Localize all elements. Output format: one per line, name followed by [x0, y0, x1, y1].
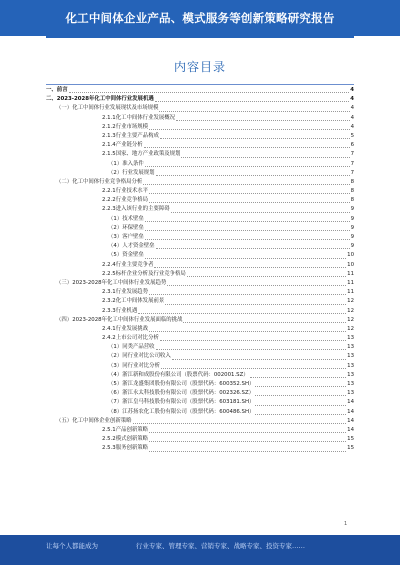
toc-entry[interactable]: [46, 352, 354, 361]
toc-leader-dots: [149, 451, 346, 452]
toc-entry-text: 化工中间体行业发展概况: [115, 114, 176, 121]
toc-leader-dots: [149, 294, 346, 295]
toc-leader-dots: [145, 258, 346, 259]
toc-entry[interactable]: [46, 205, 354, 214]
toc-entry-text: 行业主要竞争者: [115, 261, 154, 268]
toc-entry-page: 11: [347, 270, 354, 277]
toc-entry[interactable]: [46, 242, 354, 251]
toc-entry[interactable]: [46, 297, 354, 306]
toc-entry[interactable]: [46, 389, 354, 398]
toc-entry-page: 14: [347, 426, 354, 433]
toc-entry-number: （5）: [108, 252, 123, 259]
toc-entry-text: 行业竞争格局: [115, 197, 149, 204]
toc-entry-text: 进入该行业的主要障碍: [115, 206, 170, 213]
toc-entry-page: 14: [347, 399, 354, 406]
toc-leader-dots: [145, 221, 350, 222]
toc-entry-page: 12: [347, 325, 354, 332]
toc-leader-dots: [181, 157, 350, 158]
toc-entry-number: 一、: [46, 87, 57, 93]
toc-entry-text: 2023-2028年化工中间体行业发展趋势: [72, 279, 167, 286]
toc-entry-number: （五）: [56, 417, 73, 424]
toc-entry-text: 化工中间体行业竞争格局分析: [72, 178, 143, 185]
toc-entry-text: 产业链分析: [115, 142, 143, 149]
toc-entry[interactable]: [46, 261, 354, 270]
toc-entry[interactable]: [46, 316, 354, 325]
toc-leader-dots: [255, 414, 346, 415]
toc-entry-page: 4: [350, 123, 354, 130]
toc-entry-page: 8: [350, 188, 354, 195]
toc-entry-number: 2.1.5: [102, 151, 116, 158]
toc-entry-text: 前言: [56, 87, 68, 93]
toc-entry-page: 7: [350, 151, 354, 158]
toc-entry-page: 9: [350, 206, 354, 213]
toc-leader-dots: [145, 239, 350, 240]
toc-entry-number: 2.5.3: [102, 445, 116, 452]
toc-entry-text: 行业发展趋势: [115, 289, 149, 296]
toc-entry-text: 行业发展挑战: [115, 325, 149, 332]
header-rule: [46, 36, 354, 38]
toc-entry-text: 同类产品营收: [122, 344, 155, 351]
toc-entry-page: 12: [347, 298, 354, 305]
toc-entry-text: 同行业对比公司收入: [122, 353, 171, 360]
toc-entry[interactable]: [46, 417, 354, 426]
toc-entry-page: 9: [350, 243, 354, 250]
toc-entry-text: 服务创新策略: [115, 445, 149, 452]
toc-leader-dots: [167, 285, 346, 286]
toc-entry[interactable]: [46, 380, 354, 389]
toc-entry-number: 2.4.1: [102, 325, 116, 332]
toc-entry-page: 7: [350, 160, 354, 167]
toc-entry-text: 浙江永太科技股份有限公司（股票代码：002326.SZ）: [122, 390, 255, 397]
toc-entry[interactable]: [46, 196, 354, 205]
toc-entry-page: 13: [347, 390, 354, 397]
toc-entry-number: （一）: [56, 105, 73, 112]
toc-entry-page: 11: [347, 289, 354, 296]
toc-leader-dots: [149, 129, 350, 130]
toc-leader-dots: [155, 101, 349, 102]
toc-entry[interactable]: [46, 104, 354, 113]
toc-leader-dots: [144, 147, 350, 148]
toc-entry-number: 2.1.3: [102, 132, 116, 139]
toc-entry-text: 客户壁垒: [122, 234, 144, 240]
toc-entry-page: 5: [350, 132, 354, 139]
toc-leader-dots: [149, 202, 350, 203]
footer-slogan-right: 行业专家、管理专家、营销专家、战略专家、投资专家……: [136, 542, 305, 550]
toc-entry-text: 2023-2028年化工中间体行业发展面临的挑战: [72, 316, 183, 323]
toc-entry-page: 11: [347, 279, 354, 286]
toc-entry-page: 13: [347, 381, 354, 387]
toc-leader-dots: [165, 304, 346, 305]
toc-entry-page: 13: [347, 371, 354, 378]
toc-entry[interactable]: [46, 444, 354, 453]
toc-entry[interactable]: [46, 343, 354, 352]
toc-entry[interactable]: [46, 325, 354, 334]
toc-leader-dots: [69, 92, 349, 93]
toc-entry-text: 浙江龙盛集团股份有限公司（股票代码：600352.SH）: [122, 381, 255, 387]
toc-entry-number: （2）: [108, 224, 123, 231]
toc-entry-text: 行业机遇: [115, 307, 138, 314]
toc-leader-dots: [133, 423, 346, 424]
toc-entry[interactable]: [46, 150, 354, 159]
toc-entry[interactable]: [46, 251, 354, 260]
toc-leader-dots: [145, 230, 350, 231]
toc-leader-dots: [159, 111, 350, 112]
toc-entry[interactable]: [46, 279, 354, 288]
toc-entry-page: 10: [347, 252, 354, 259]
toc-entry-number: （4）: [108, 371, 123, 378]
toc-entry-text: 行业技术水平: [115, 188, 149, 195]
toc-entry-page: 14: [347, 408, 354, 415]
toc-entry-text: 技术壁垒: [122, 215, 144, 222]
toc-entry-page: 4: [350, 114, 354, 121]
toc-leader-dots: [255, 405, 346, 406]
toc-entry-text: 准入条件: [122, 160, 144, 167]
toc-entry-number: （3）: [108, 362, 123, 369]
toc-leader-dots: [138, 313, 346, 314]
toc-entry-number: 2.2.3: [102, 206, 116, 213]
toc-entry-number: 2.3.1: [102, 289, 116, 296]
toc-entry-text: 国家、地方产业政策及规划: [115, 151, 181, 158]
toc-entry[interactable]: [46, 435, 354, 444]
toc-entry-text: 2023-2028年化工中间体行业发展机遇: [56, 96, 154, 103]
toc-entry-page: 9: [350, 224, 354, 231]
toc-entry-text: 标杆企业分析及行业竞争格局: [115, 270, 186, 277]
toc-entry-number: 2.3.2: [102, 298, 116, 305]
toc-entry-text: 行业主要产品构成: [115, 132, 159, 139]
toc-entry[interactable]: [46, 187, 354, 196]
toc-entry-number: 2.5.1: [102, 426, 116, 433]
toc-leader-dots: [145, 166, 350, 167]
toc-entry-text: 环保壁垒: [122, 224, 144, 231]
toc-leader-dots: [156, 349, 346, 350]
toc-entry[interactable]: [46, 233, 354, 242]
footer-bar: [0, 535, 400, 565]
toc-leader-dots: [156, 248, 350, 249]
toc-leader-dots: [172, 359, 346, 360]
table-of-contents: [46, 86, 354, 454]
toc-entry[interactable]: [46, 398, 354, 407]
toc-entry-page: 6: [350, 142, 354, 149]
toc-entry-number: （3）: [108, 234, 123, 240]
toc-entry-page: 9: [350, 215, 354, 222]
toc-entry-number: （6）: [108, 390, 123, 397]
toc-entry-number: 2.4.2: [102, 335, 116, 342]
page-number: 1: [344, 521, 348, 527]
toc-entry-number: （7）: [108, 399, 123, 406]
toc-entry[interactable]: [46, 123, 354, 132]
toc-leader-dots: [171, 212, 350, 213]
toc-entry[interactable]: [46, 408, 354, 417]
toc-entry-number: （1）: [108, 160, 123, 167]
toc-entry-page: 15: [347, 436, 354, 443]
toc-leader-dots: [154, 267, 346, 268]
toc-entry[interactable]: [46, 95, 354, 104]
footer-slogan-left: 让每个人都能成为: [46, 542, 98, 550]
toc-entry-page: 10: [347, 261, 354, 268]
toc-entry[interactable]: [46, 362, 354, 371]
toc-entry-number: （四）: [56, 316, 73, 323]
toc-entry-page: 12: [347, 316, 354, 323]
toc-leader-dots: [176, 120, 350, 121]
toc-entry-text: 化工中间体企业创新策略: [72, 417, 132, 424]
toc-entry[interactable]: [46, 169, 354, 178]
toc-entry-page: 14: [347, 417, 354, 424]
page-title: 内容目录: [173, 60, 226, 74]
toc-leader-dots: [187, 276, 346, 277]
toc-entry[interactable]: [46, 114, 354, 123]
toc-entry-page: 12: [347, 307, 354, 314]
toc-entry-number: （5）: [108, 381, 123, 387]
toc-leader-dots: [183, 322, 346, 323]
toc-entry-number: 2.2.2: [102, 197, 116, 204]
toc-leader-dots: [161, 368, 346, 369]
toc-entry-page: 13: [347, 335, 354, 342]
toc-leader-dots: [255, 395, 346, 396]
toc-entry[interactable]: [46, 270, 354, 279]
toc-entry[interactable]: [46, 178, 354, 187]
toc-leader-dots: [149, 331, 346, 332]
toc-entry-number: 2.5.2: [102, 436, 116, 443]
toc-leader-dots: [160, 138, 350, 139]
toc-entry-page: 7: [350, 169, 354, 176]
toc-entry-text: 产品创新策略: [115, 426, 149, 433]
toc-leader-dots: [156, 175, 350, 176]
toc-entry-text: 浙江新和成股份有限公司（股票代码：002001.SZ）: [122, 371, 249, 378]
toc-entry-text: 化工中间体行业发展现状及市场规模: [72, 105, 159, 112]
toc-leader-dots: [160, 340, 346, 341]
toc-entry-page: 4: [350, 105, 354, 112]
toc-entry-text: 人才资金壁垒: [122, 243, 155, 250]
toc-entry[interactable]: [46, 288, 354, 297]
toc-entry-number: 2.2.4: [102, 261, 116, 268]
toc-entry-page: 9: [350, 234, 354, 240]
toc-entry[interactable]: [46, 371, 354, 380]
toc-entry-page: 4: [350, 96, 354, 103]
toc-entry-number: 2.1.1: [102, 114, 116, 121]
toc-entry-number: （4）: [108, 243, 123, 250]
toc-entry[interactable]: [46, 160, 354, 169]
toc-entry-number: （1）: [108, 215, 123, 222]
toc-entry-number: 2.1.4: [102, 142, 116, 149]
toc-entry-number: 2.1.2: [102, 123, 116, 130]
toc-leader-dots: [143, 184, 350, 185]
toc-entry-page: 4: [350, 87, 354, 93]
toc-entry-text: 同行业对比分析: [122, 362, 160, 369]
toc-entry-text: 上市公司对比分析: [115, 335, 159, 342]
toc-entry[interactable]: [46, 141, 354, 150]
toc-leader-dots: [149, 193, 350, 194]
report-title: 化工中间体企业产品、模式服务等创新策略研究报告: [65, 11, 335, 25]
toc-entry-number: （三）: [56, 279, 73, 286]
toc-divider: [46, 84, 354, 85]
toc-leader-dots: [149, 441, 346, 442]
toc-entry-text: 行业市场规模: [115, 123, 149, 130]
toc-entry-text: 模式创新策略: [115, 436, 149, 443]
toc-entry-number: （二）: [56, 178, 73, 185]
toc-entry-text: 浙江皇马科技股份有限公司（股票代码：603181.SH）: [122, 399, 255, 406]
toc-leader-dots: [250, 377, 346, 378]
toc-entry[interactable]: [46, 334, 354, 343]
toc-entry[interactable]: [46, 426, 354, 435]
toc-leader-dots: [255, 386, 346, 387]
toc-entry-number: 2.2.1: [102, 188, 116, 195]
toc-leader-dots: [149, 432, 346, 433]
toc-entry[interactable]: [46, 307, 354, 316]
toc-entry-text: 江苏扬农化工股份有限公司（股票代码：600486.SH）: [122, 408, 255, 415]
toc-entry-number: （2）: [108, 353, 123, 360]
toc-entry-page: 8: [350, 197, 354, 204]
toc-entry-number: 二、: [46, 96, 57, 103]
toc-entry-page: 8: [350, 178, 354, 185]
toc-entry[interactable]: [46, 132, 354, 141]
toc-entry[interactable]: [46, 224, 354, 233]
toc-entry-page: 13: [347, 362, 354, 369]
toc-entry-number: （1）: [108, 344, 123, 351]
toc-entry-text: 化工中间体发展前景: [115, 298, 165, 305]
toc-entry-number: （8）: [108, 408, 123, 415]
toc-entry[interactable]: [46, 86, 354, 95]
toc-entry[interactable]: [46, 215, 354, 224]
toc-entry-number: 2.3.3: [102, 307, 116, 314]
toc-entry-text: 资金壁垒: [122, 252, 144, 259]
toc-entry-page: 13: [347, 353, 354, 360]
toc-entry-number: （2）: [108, 169, 123, 176]
toc-entry-page: 13: [347, 344, 354, 351]
toc-entry-number: 2.2.5: [102, 270, 116, 277]
toc-entry-page: 15: [347, 445, 354, 452]
toc-entry-text: 行业发展规划: [122, 169, 155, 176]
